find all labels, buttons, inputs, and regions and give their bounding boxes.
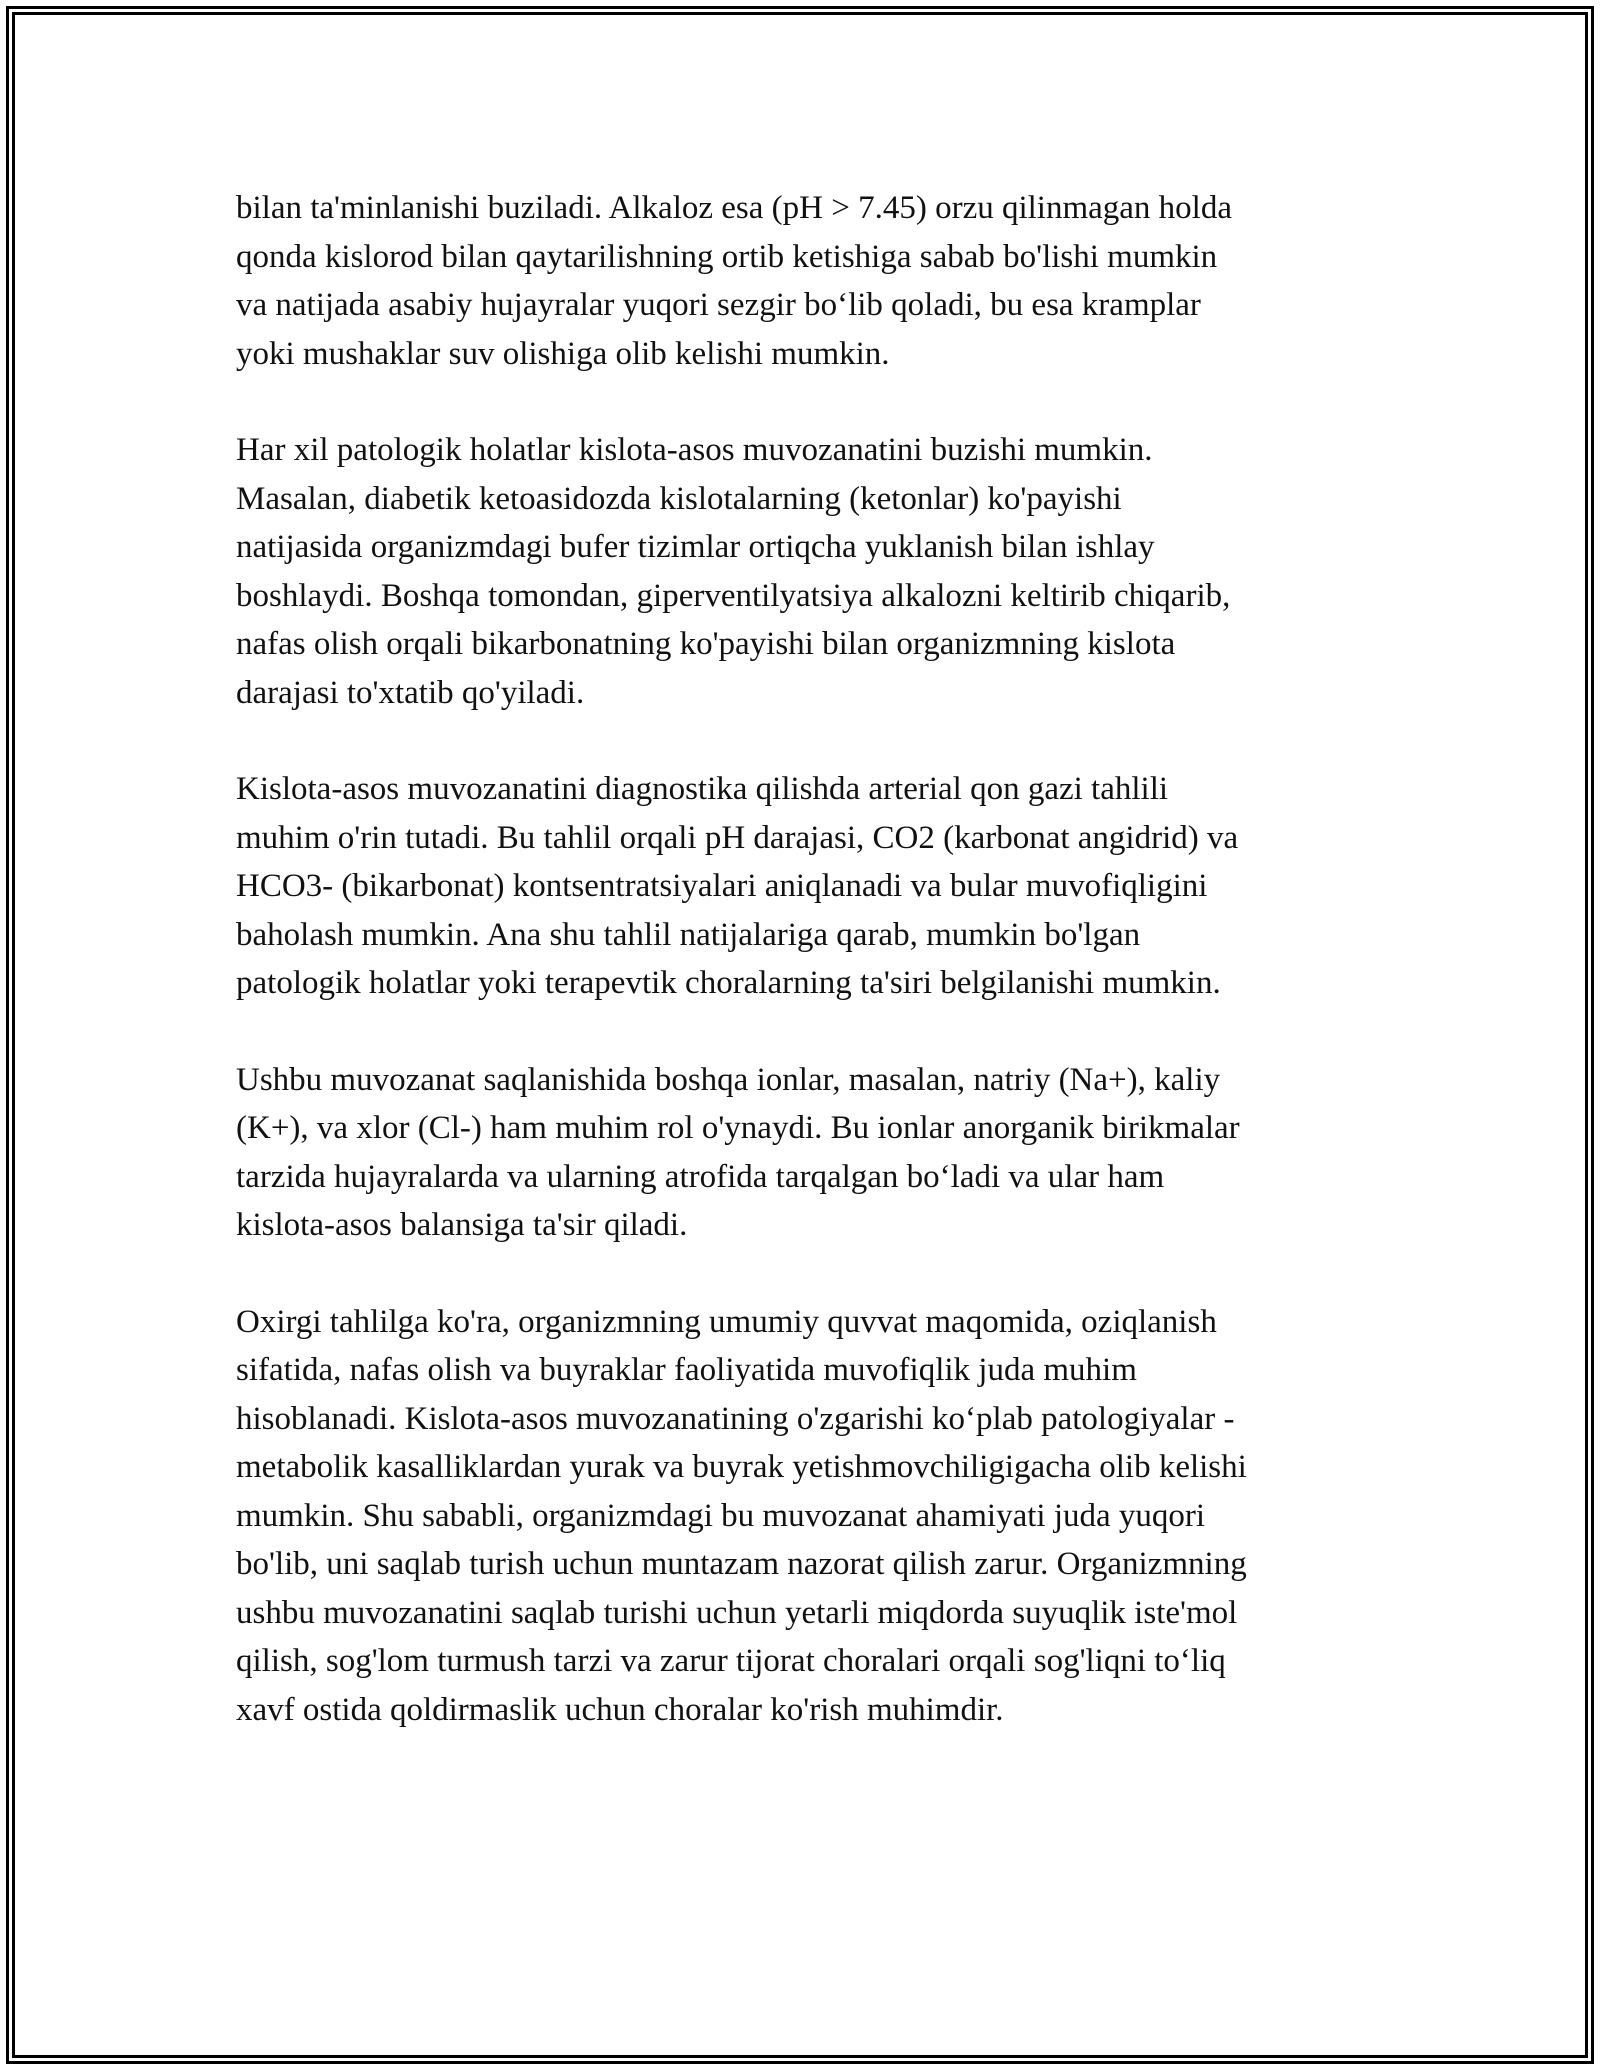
text-line: Har xil patologik holatlar kislota-asos muvozanatini buzishi mumkin. [236,432,1153,468]
text-line: mumkin. Shu sababli, organizmdagi bu muvozanat ahamiyati juda yuqori [236,1497,1206,1534]
text-line: kislota-asos balansiga ta'sir qiladi. [236,1207,688,1243]
text-line: natijasida organizmdagi bufer tizimlar ortiqcha yuklanish bilan ishlay [236,529,1155,565]
text-line: darajasi to'xtatib qo'yiladi. [236,674,585,711]
text-line: ushbu muvozanatini saqlab turishi uchun yetarli miqdorda suyuqlik iste'mol [236,1594,1238,1631]
text-line: Kislota-asos muvozanatini diagnostika qilishda arterial qon gazi tahlili [236,771,1169,807]
text-line: HCO3- (bikarbonat) kontsentratsiyalari aniqlanadi va bular muvofiqligini [236,868,1208,904]
paragraph-1 [236,184,1386,378]
text-line: hisoblanadi. Kislota-asos muvozanatining o'zgarishi ko‘plab patologiyalar - [236,1400,1235,1437]
text-line: boshlaydi. Boshqa tomondan, giperventilyatsiya alkalozni keltirib chiqarib, [236,577,1231,614]
text-line: metabolik kasalliklardan yurak va buyrak yetishmovchiligigacha olib kelishi [236,1449,1247,1485]
text-line: (K+), va xlor (Cl-) ham muhim rol o'ynaydi. Bu ionlar anorganik birikmalar [236,1110,1240,1146]
text-line: Masalan, diabetik ketoasidozda kislotalarning (ketonlar) ko'payishi [236,480,1122,517]
text-line: xavf ostida qoldirmaslik uchun choralar ko'rish muhimdir. [236,1691,1004,1728]
text-line: muhim o'rin tutadi. Bu tahlil orqali pH darajasi, CO2 (karbonat angidrid) va [236,819,1239,856]
paragraph-4 [236,1056,1386,1250]
text-line: qilish, sog'lom turmush tarzi va zarur tijorat choralari orqali sog'liqni to‘liq [236,1643,1226,1679]
text-line: nafas olish orqali bikarbonatning ko'payishi bilan organizmning kislota [236,626,1176,662]
paragraph-5 [236,1298,1386,1735]
text-line: yoki mushaklar suv olishiga olib kelishi mumkin. [236,335,890,372]
text-line: sifatida, nafas olish va buyraklar faoliyatida muvofiqlik juda muhim [236,1352,1137,1388]
text-line: tarzida hujayralarda va ularning atrofida tarqalgan bo‘ladi va ular ham [236,1158,1165,1195]
text-line: Oxirgi tahlilga ko'ra, organizmning umumiy quvvat maqomida, oziqlanish [236,1303,1217,1340]
text-line: baholash mumkin. Ana shu tahlil natijalariga qarab, mumkin bo'lgan [236,916,1141,953]
text-line: qonda kislorod bilan qaytarilishning ortib ketishiga sabab bo'lishi mumkin [236,238,1218,275]
text-line: va natijada asabiy hujayralar yuqori sezgir bo‘lib qoladi, bu esa kramplar [236,287,1201,323]
text-line: patologik holatlar yoki terapevtik choralarning ta'siri belgilanishi mumkin. [236,965,1221,1001]
text-line: Ushbu muvozanat saqlanishida boshqa ionlar, masalan, natriy (Na+), kaliy [236,1061,1221,1098]
paragraph-3 [236,765,1386,1008]
text-line: bilan ta'minlanishi buziladi. Alkaloz esa (pH > 7.45) orzu qilinmagan holda [236,190,1232,226]
text-line: bo'lib, uni saqlab turish uchun muntazam nazorat qilish zarur. Organizmning [236,1546,1247,1582]
document-body [236,184,1386,1782]
paragraph-2 [236,426,1386,717]
